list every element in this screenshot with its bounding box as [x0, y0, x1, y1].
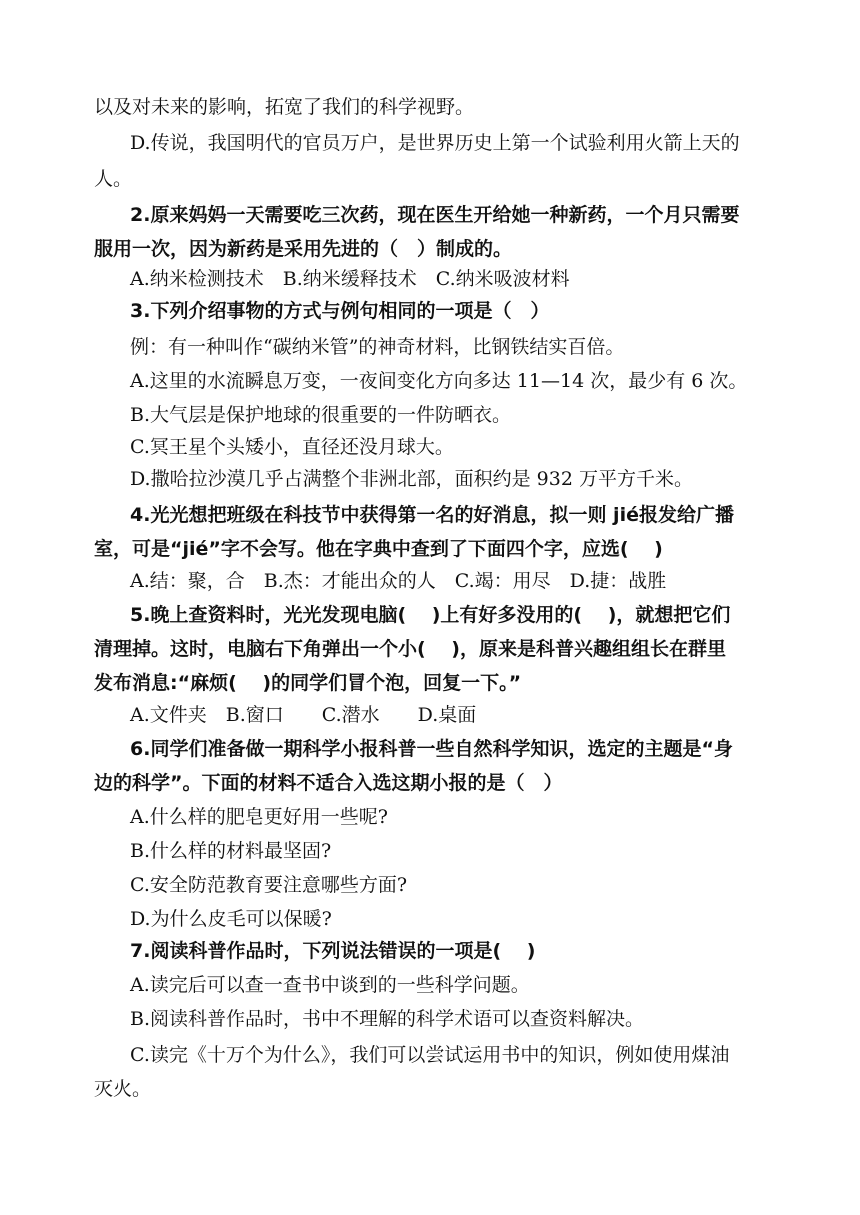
option-a: A.什么样的肥皂更好用一些呢?	[130, 806, 388, 828]
option-b: B.阅读科普作品时，书中不理解的科学术语可以查资料解决。	[130, 1008, 645, 1030]
question-5: 5.晚上查资料时，光光发现电脑( )上有好多没用的( )，就想把它们	[130, 604, 731, 626]
option-d: D.撒哈拉沙漠几乎占满整个非洲北部，面积约是 932 万平方千米。	[130, 468, 693, 490]
question-5-options: A.文件夹 B.窗口 C.潜水 D.桌面	[130, 704, 477, 726]
question-6-cont: 边的科学”。下面的材料不适合入选这期小报的是（ ）	[94, 772, 563, 794]
option-c: C.读完《十万个为什么》，我们可以尝试运用书中的知识，例如使用煤油	[130, 1044, 730, 1066]
option-c: C.安全防范教育要注意哪些方面?	[130, 874, 408, 896]
option-b: B.大气层是保护地球的很重要的一件防晒衣。	[130, 404, 512, 426]
option-a: A.这里的水流瞬息万变，一夜间变化方向多达 11—14 次，最少有 6 次。	[130, 370, 748, 392]
question-4-cont: 室，可是“jié”字不会写。他在字典中查到了下面四个字，应选( )	[94, 538, 663, 560]
question-2-options: A.纳米检测技术 B.纳米缓释技术 C.纳米吸波材料	[130, 268, 570, 290]
text-line: 人。	[94, 168, 133, 190]
question-5-cont: 清理掉。这时，电脑右下角弹出一个小( )，原来是科普兴趣组组长在群里	[94, 638, 726, 660]
option-a: A.读完后可以查一查书中谈到的一些科学问题。	[130, 974, 530, 996]
question-5-cont: 发布消息:“麻烦( )的同学们冒个泡，回复一下。”	[94, 672, 522, 694]
option-d: D.为什么皮毛可以保暖?	[130, 908, 332, 930]
question-7: 7.阅读科普作品时，下列说法错误的一项是( )	[130, 940, 536, 962]
text-line: 以及对未来的影响，拓宽了我们的科学视野。	[94, 96, 475, 118]
question-3-example: 例：有一种叫作“碳纳米管”的神奇材料，比钢铁结实百倍。	[130, 336, 625, 358]
option-c: C.冥王星个头矮小，直径还没月球大。	[130, 436, 454, 458]
question-3: 3.下列介绍事物的方式与例句相同的一项是（ ）	[130, 300, 550, 322]
option-b: B.什么样的材料最坚固?	[130, 840, 332, 862]
question-4: 4.光光想把班级在科技节中获得第一名的好消息，拟一则 jié报发给广播	[130, 504, 734, 526]
question-2: 2.原来妈妈一天需要吃三次药，现在医生开给她一种新药，一个月只需要	[130, 204, 740, 226]
question-4-options: A.结：聚，合 B.杰：才能出众的人 C.竭：用尽 D.捷：战胜	[130, 570, 667, 592]
question-6: 6.同学们准备做一期科学小报科普一些自然科学知识，选定的主题是“身	[130, 738, 733, 760]
option-d: D.传说，我国明代的官员万户，是世界历史上第一个试验利用火箭上天的	[130, 132, 740, 154]
text-line: 灭火。	[94, 1078, 152, 1100]
question-2-cont: 服用一次，因为新药是采用先进的（ ）制成的。	[94, 238, 513, 260]
